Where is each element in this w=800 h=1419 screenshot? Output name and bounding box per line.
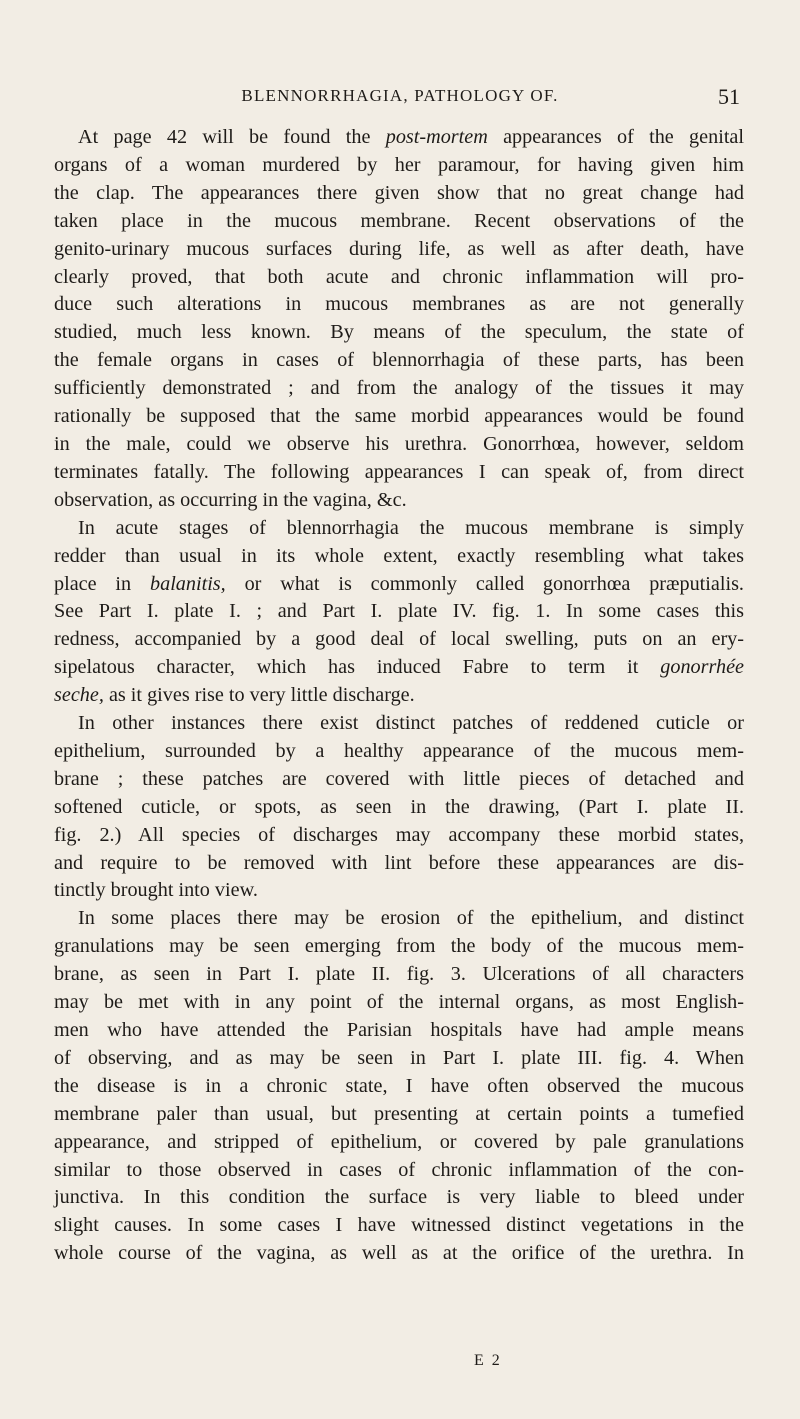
italic-term: seche,	[54, 684, 104, 707]
text-run: See Part I. plate I. ; and Part I. plate IV. fig. 1. In some cases this	[54, 600, 744, 623]
text-line	[54, 626, 744, 654]
text-run: tinctly brought into view.	[54, 879, 258, 902]
text-run: At page 42 will be found the	[78, 126, 386, 148]
text-line	[54, 291, 744, 319]
text-line	[54, 236, 744, 264]
paragraph	[54, 710, 744, 905]
text-line	[54, 710, 744, 738]
text-run: terminates fatally. The following appearances I can speak of, from direct	[54, 460, 744, 483]
paragraph	[54, 124, 744, 515]
text-run: similar to those observed in cases of chronic inflammation of the con-	[54, 1158, 744, 1181]
text-run: In some places there may be erosion of the epithelium, and distinct	[78, 907, 744, 930]
text-line	[54, 1129, 744, 1157]
text-run: may be met with in any point of the internal organs, as most English-	[54, 991, 744, 1014]
text-run: membrane paler than usual, but presenting at certain points a tumefied	[54, 1102, 744, 1125]
text-run: in the male, could we observe his urethra. Gonorrhœa, however, seldom	[54, 432, 744, 455]
text-run: appearance, and stripped of epithelium, or covered by pale granulations	[54, 1130, 744, 1153]
text-run: redder than usual in its whole extent, exactly resembling what takes	[54, 544, 744, 567]
text-run: genito-urinary mucous surfaces during life, as well as after death, have	[54, 237, 744, 260]
text-line	[54, 403, 744, 431]
text-line	[54, 850, 744, 878]
text-line	[54, 347, 744, 375]
text-run: granulations may be seen emerging from the body of the mucous mem-	[54, 935, 744, 958]
page-number: 51	[718, 84, 740, 109]
text-run: the clap. The appearances there given show that no great change had	[54, 181, 744, 204]
running-title: BLENNORRHAGIA, PATHOLOGY OF.	[241, 86, 559, 105]
text-line	[54, 459, 744, 487]
text-run: rationally be supposed that the same morbid appearances would be found	[54, 405, 744, 428]
text-run: slight causes. In some cases I have witnessed distinct vegetations in the	[54, 1214, 744, 1237]
text-line	[54, 1073, 744, 1101]
text-line	[54, 208, 744, 236]
text-run: men who have attended the Parisian hospitals have had ample means	[54, 1019, 744, 1041]
text-run: and require to be removed with lint before these appearances are dis-	[54, 851, 744, 874]
text-run: organs of a woman murdered by her paramour, for having given him	[54, 153, 744, 176]
text-line	[54, 682, 744, 710]
text-line	[54, 487, 744, 515]
text-line	[54, 1184, 744, 1212]
text-run: sipelatous character, which has induced Fabre to term it	[54, 656, 661, 679]
text-line	[54, 654, 744, 682]
text-run: the disease is in a chronic state, I have often observed the mucous	[54, 1074, 744, 1097]
paragraph	[54, 515, 744, 710]
text-line	[54, 180, 744, 208]
text-line	[54, 375, 744, 403]
text-line	[54, 152, 744, 180]
italic-term: balanitis,	[150, 572, 226, 595]
text-run: softened cuticle, or spots, as seen in the drawing, (Part I. plate II.	[54, 795, 744, 818]
text-line	[54, 1017, 744, 1045]
text-line	[54, 1045, 744, 1073]
text-run: studied, much less known. By means of the speculum, the state of	[54, 321, 744, 344]
text-line	[54, 794, 744, 822]
text-line	[54, 766, 744, 794]
text-line	[54, 598, 744, 626]
text-run: or what is commonly called gonorrhœa præputialis.	[225, 572, 744, 595]
text-line	[54, 1101, 744, 1129]
text-run: brane ; these patches are covered with little pieces of detached and	[54, 767, 744, 790]
text-run: epithelium, surrounded by a healthy appearance of the mucous mem-	[54, 739, 744, 762]
paragraph	[54, 905, 744, 1268]
text-run: junctiva. In this condition the surface is very liable to bleed under	[54, 1186, 744, 1209]
text-run: the female organs in cases of blennorrhagia of these parts, has been	[54, 349, 744, 372]
text-line	[54, 319, 744, 347]
text-line	[54, 1212, 744, 1240]
text-run: whole course of the vagina, as well as at the orifice of the urethra. In	[54, 1242, 744, 1265]
text-run: brane, as seen in Part I. plate II. fig. 3. Ulcerations of all characters	[54, 963, 744, 986]
text-line	[54, 264, 744, 292]
text-line	[54, 738, 744, 766]
text-line	[54, 1157, 744, 1185]
body-text	[54, 124, 744, 1268]
text-line	[54, 1240, 744, 1268]
text-run: fig. 2.) All species of discharges may accompany these morbid states,	[54, 823, 744, 846]
signature-mark: E 2	[474, 1352, 502, 1369]
text-line	[54, 822, 744, 850]
text-run: sufficiently demonstrated ; and from the analogy of the tissues it may	[54, 377, 744, 400]
text-line	[54, 989, 744, 1017]
text-run: redness, accompanied by a good deal of local swelling, puts on an ery-	[54, 628, 744, 651]
text-run: In acute stages of blennorrhagia the mucous membrane is simply	[78, 516, 744, 539]
text-line	[54, 933, 744, 961]
text-run: as it gives rise to very little discharge.	[103, 684, 415, 707]
text-line	[54, 905, 744, 933]
text-run: taken place in the mucous membrane. Recent observations of the	[54, 209, 744, 232]
italic-term: post-mortem	[385, 126, 488, 148]
italic-term: gonorrhée	[660, 656, 744, 679]
text-run: place in	[54, 572, 150, 595]
text-line	[54, 124, 744, 152]
text-line	[54, 515, 744, 543]
text-line	[54, 543, 744, 571]
text-run: appearances of the genital	[487, 126, 744, 148]
text-run: of observing, and as may be seen in Part I. plate III. fig. 4. When	[54, 1046, 744, 1069]
text-run: duce such alterations in mucous membranes as are not generally	[54, 293, 744, 316]
text-line	[54, 571, 744, 599]
text-run: observation, as occurring in the vagina, &c.	[54, 488, 407, 511]
text-run: In other instances there exist distinct patches of reddened cuticle or	[78, 712, 744, 735]
text-line	[54, 877, 744, 905]
running-head	[0, 86, 800, 114]
text-line	[54, 961, 744, 989]
text-line	[54, 431, 744, 459]
text-run: clearly proved, that both acute and chronic inflammation will pro-	[54, 265, 744, 288]
